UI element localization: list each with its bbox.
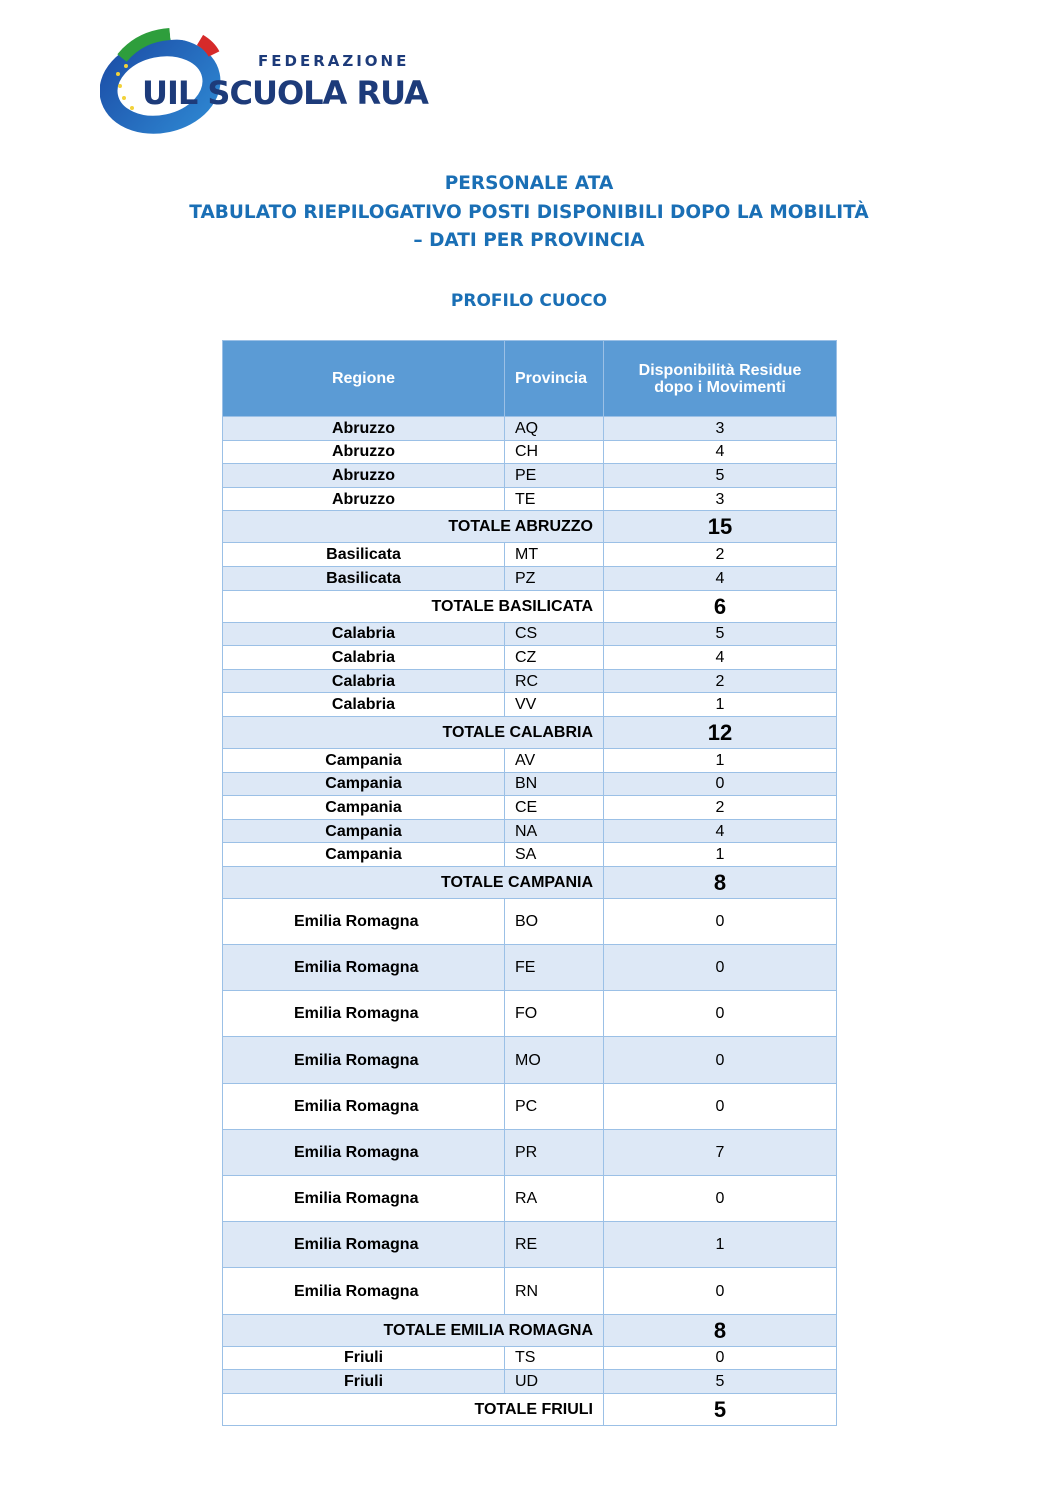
table-body [223,417,837,1426]
cell-regione: Friuli [223,1370,505,1394]
table-row [223,1176,837,1222]
cell-disponibilita: 0 [604,1176,837,1222]
cell-regione: Abruzzo [223,464,505,488]
cell-disponibilita: 1 [604,693,837,717]
cell-disponibilita: 5 [604,1370,837,1394]
cell-disponibilita: 2 [604,543,837,567]
cell-provincia: CH [505,440,604,464]
cell-regione: Emilia Romagna [223,1222,505,1268]
total-value: 6 [604,590,837,622]
cell-provincia: RA [505,1176,604,1222]
table-row [223,748,837,772]
heading-line-1: PERSONALE ATA [444,173,614,194]
cell-provincia: PC [505,1083,604,1129]
cell-regione: Emilia Romagna [223,945,505,991]
cell-disponibilita: 1 [604,843,837,867]
availability-table [222,340,837,1426]
table-row [223,1129,837,1175]
table-row [223,417,837,441]
cell-regione: Abruzzo [223,487,505,511]
cell-disponibilita: 0 [604,1268,837,1314]
cell-disponibilita: 5 [604,464,837,488]
cell-provincia: MT [505,543,604,567]
table-row [223,772,837,796]
cell-regione: Emilia Romagna [223,1176,505,1222]
cell-disponibilita: 2 [604,796,837,820]
cell-regione: Basilicata [223,543,505,567]
table-row [223,543,837,567]
cell-disponibilita: 0 [604,1346,837,1370]
table-row [223,669,837,693]
cell-regione: Emilia Romagna [223,1268,505,1314]
total-row [223,1393,837,1425]
cell-provincia: BN [505,772,604,796]
cell-regione: Emilia Romagna [223,898,505,944]
cell-provincia: CE [505,796,604,820]
table-row [223,991,837,1037]
cell-provincia: RN [505,1268,604,1314]
logo-top-text: FEDERAZIONE [258,52,410,70]
total-label: TOTALE CAMPANIA [223,866,604,898]
total-label: TOTALE EMILIA ROMAGNA [223,1314,604,1346]
table-row [223,693,837,717]
cell-regione: Campania [223,748,505,772]
cell-provincia: PR [505,1129,604,1175]
table-row [223,1346,837,1370]
cell-disponibilita: 0 [604,772,837,796]
cell-regione: Campania [223,819,505,843]
heading-line-3: – DATI PER PROVINCIA [413,230,645,251]
cell-disponibilita: 4 [604,440,837,464]
table-row [223,1370,837,1394]
cell-provincia: NA [505,819,604,843]
table-row [223,1037,837,1083]
cell-regione: Friuli [223,1346,505,1370]
total-label: TOTALE BASILICATA [223,590,604,622]
cell-provincia: CZ [505,646,604,670]
total-row [223,1314,837,1346]
cell-regione: Calabria [223,669,505,693]
cell-disponibilita: 4 [604,566,837,590]
table-row [223,646,837,670]
total-row [223,866,837,898]
cell-provincia: FO [505,991,604,1037]
cell-disponibilita: 0 [604,1083,837,1129]
total-value: 8 [604,866,837,898]
cell-provincia: AV [505,748,604,772]
cell-disponibilita: 4 [604,646,837,670]
cell-regione: Campania [223,772,505,796]
cell-disponibilita: 0 [604,1037,837,1083]
table-row [223,898,837,944]
cell-regione: Campania [223,843,505,867]
table-row [223,796,837,820]
table-row [223,1268,837,1314]
cell-provincia: TS [505,1346,604,1370]
cell-regione: Calabria [223,693,505,717]
cell-provincia: FE [505,945,604,991]
table-row [223,1222,837,1268]
cell-regione: Calabria [223,622,505,646]
cell-regione: Emilia Romagna [223,1037,505,1083]
total-value: 5 [604,1393,837,1425]
table-row [223,945,837,991]
total-label: TOTALE CALABRIA [223,716,604,748]
total-row [223,716,837,748]
cell-disponibilita: 3 [604,417,837,441]
cell-disponibilita: 0 [604,991,837,1037]
total-value: 8 [604,1314,837,1346]
cell-regione: Emilia Romagna [223,1083,505,1129]
logo-main-text: UIL SCUOLA RUA [142,74,428,112]
table-row [223,440,837,464]
cell-provincia: AQ [505,417,604,441]
table-row [223,1083,837,1129]
cell-provincia: PZ [505,566,604,590]
cell-provincia: UD [505,1370,604,1394]
table-row [223,622,837,646]
header-provincia: Provincia [505,341,604,417]
table-row [223,566,837,590]
cell-disponibilita: 0 [604,898,837,944]
cell-disponibilita: 5 [604,622,837,646]
cell-disponibilita: 3 [604,487,837,511]
table-row [223,819,837,843]
cell-provincia: VV [505,693,604,717]
cell-regione: Abruzzo [223,440,505,464]
table-row [223,843,837,867]
cell-disponibilita: 1 [604,748,837,772]
table-row [223,487,837,511]
cell-regione: Emilia Romagna [223,991,505,1037]
cell-provincia: BO [505,898,604,944]
cell-disponibilita: 1 [604,1222,837,1268]
cell-provincia: SA [505,843,604,867]
cell-provincia: TE [505,487,604,511]
header-disp-line-2: dopo i Movimenti [654,378,786,396]
table-row [223,464,837,488]
cell-regione: Calabria [223,646,505,670]
cell-provincia: RE [505,1222,604,1268]
page-heading [0,170,1058,256]
cell-regione: Abruzzo [223,417,505,441]
cell-disponibilita: 0 [604,945,837,991]
table-header-row [223,341,837,417]
header-disp-line-1: Disponibilità Residue [638,361,802,379]
total-label: TOTALE ABRUZZO [223,511,604,543]
header-regione: Regione [223,341,505,417]
cell-provincia: PE [505,464,604,488]
cell-regione: Basilicata [223,566,505,590]
header-disponibilita [604,341,837,417]
cell-regione: Emilia Romagna [223,1129,505,1175]
total-value: 15 [604,511,837,543]
heading-line-2: TABULATO RIEPILOGATIVO POSTI DISPONIBILI DOPO LA MOBILITÀ [189,201,869,223]
profile-heading: PROFILO CUOCO [450,291,608,311]
total-value: 12 [604,716,837,748]
total-row [223,590,837,622]
cell-regione: Campania [223,796,505,820]
cell-provincia: RC [505,669,604,693]
cell-disponibilita: 2 [604,669,837,693]
uil-scuola-rua-logo [100,28,460,136]
cell-provincia: MO [505,1037,604,1083]
total-row [223,511,837,543]
cell-disponibilita: 4 [604,819,837,843]
cell-provincia: CS [505,622,604,646]
total-label: TOTALE FRIULI [223,1393,604,1425]
cell-disponibilita: 7 [604,1129,837,1175]
